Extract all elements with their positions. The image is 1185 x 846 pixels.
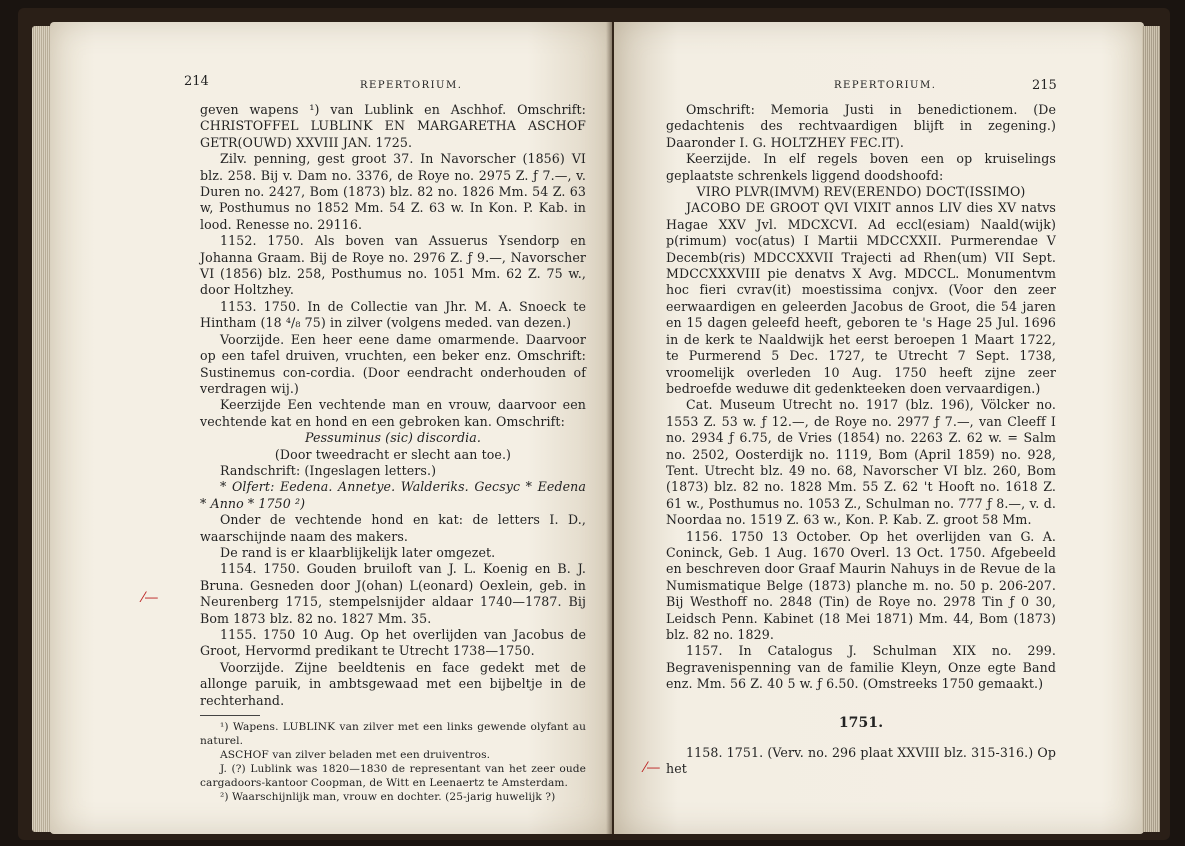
- paragraph: 1152. 1750. Als boven van Assuerus Ysendorp en Johanna Graam. Bij de Roye no. 2976 Z. ƒ 9.—, Navorscher VI (1856) blz. 258, Posthumus no. 1051 Mm. 62 Z. 75 w., door Holtzhey.: [200, 233, 586, 298]
- footnote: ²) Waarschijnlijk man, vrouw en dochter. (25-jarig huwelijk ?): [220, 791, 556, 804]
- paragraph: 1153. 1750. In de Collectie van Jhr. M. A. Snoeck te Hintham (18 ⁴/₈ 75) in zilver (volgens meded. van dezen.): [200, 298, 586, 331]
- paragraph: 1156. 1750 13 October. Op het overlijden van G. A. Coninck, Geb. 1 Aug. 1670 Overl. 13 Oct. 1750. Afgebeeld en beschreven door Graaf Maurin Nahuys in de Revue de la Numismatique Belge (1873) planche m. no. 50 p. 206-207. Bij Westhoff no. 2848 (Tin) de Roye no. 2978 Tin ƒ 0 30, Leidsch Penn. Kabinet (18 Mei 1871) Mm. 44, Bom (1873) blz. 82 no. 1829.: [666, 528, 1056, 642]
- red-pencil-mark: ⁄—: [142, 590, 159, 606]
- paragraph: geven wapens ¹) van Lublink en Aschhof. Omschrift: CHRISTOFFEL LUBLINK EN MARGARETHA ASCHOF GETR(OUWD) XXVIII JAN. 1725.: [200, 102, 586, 150]
- motto-dutch: (Door tweedracht er slecht aan toe.): [274, 446, 512, 462]
- running-head-right: REPERTORIUM.: [834, 80, 937, 91]
- page-number-right: 215: [1032, 78, 1057, 93]
- paragraph: Cat. Museum Utrecht no. 1917 (blz. 196), Völcker no. 1553 Z. 53 w. ƒ 12.—, de Roye no. 2977 ƒ 7.—, van Cleeff I no. 2934 ƒ 6.75, de Vries (1854) no. 2263 Z. 62 w. = Salm no. 2502, Oosterdijk no. 1119, Bom (April 1859) no. 928, Tent. Utrecht blz. 49 no. 68, Navorscher VI blz. 260, Bom (1873) blz. 82 no. 1828 Mm. 55 Z. 62 't Hooft no. 1618 Z. 61 w., Posthumus no. 1053 Z., Schulman no. 777 ƒ 8.—, v. d. Noordaa no. 1519 Z. 63 w., Kon. P. Kab. Z. groot 58 Mm.: [666, 397, 1056, 528]
- open-book: [18, 8, 1170, 840]
- paragraph: 1157. In Catalogus J. Schulman XIX no. 299. Begravenispenning van de familie Kleyn, Onze egte Band enz. Mm. 56 Z. 40 5 w. ƒ 6.50. (Omstreeks 1750 gemaakt.): [666, 643, 1056, 692]
- page-number-left: 214: [184, 74, 209, 89]
- right-text-block: [666, 102, 1056, 778]
- paragraph: Keerzijde. In elf regels boven een op kruiselings geplaatste schrenkels liggend doodshoofd:: [666, 151, 1056, 183]
- paragraph: 1154. 1750. Gouden bruiloft van J. L. Koenig en B. J. Bruna. Gesneden door J(ohan) L(eonard) Oexlein, geb. in Neurenberg 1715, stempelsnijder aldaar 1740—1787. Bij Bom 1873 blz. 82 no. 1827 Mm. 35.: [200, 561, 586, 626]
- running-head-left: REPERTORIUM.: [360, 80, 463, 91]
- paragraph: Omschrift: Memoria Justi in benedictionem. (De gedachtenis des rechtvaardigen blijft in zegening.) Daaronder I. G. HOLTZHEY FEC.IT).: [666, 102, 1056, 150]
- footnote-rule: [200, 715, 260, 716]
- paragraph: 1155. 1750 10 Aug. Op het overlijden van Jacobus de Groot, Hervormd predikant te Utrecht 1738—1750.: [200, 627, 586, 659]
- paragraph: Voorzijde. Zijne beeldtenis en face gedekt met de allonge paruik, in ambtsgewaad met een bijbeltje in de rechterhand.: [200, 659, 586, 708]
- left-text-block: [200, 102, 586, 804]
- left-page: [50, 22, 612, 834]
- paragraph: * Olfert: Eedena. Annetye. Walderiks. Gecsyc * Eedena * Anno * 1750 ²): [200, 479, 586, 511]
- paragraph: De rand is er klaarblijkelijk later omgezet.: [220, 544, 496, 560]
- year-heading: 1751.: [838, 714, 884, 731]
- paragraph: Keerzijde Een vechtende man en vrouw, daarvoor een vechtende kat en hond en een gebroken kan. Omschrift:: [200, 397, 586, 429]
- motto-latin: Pessuminus (sic) discordia.: [305, 430, 481, 446]
- footnote: J. (?) Lublink was 1820—1830 de representant van het zeer oude cargadoors-kantoor Coopman, de Witt en Leenaertz te Amsterdam.: [200, 763, 586, 790]
- paragraph: Onder de vechtende hond en kat: de letters I. D., waarschijnde naam des makers.: [200, 512, 586, 544]
- inscription-head: VIRO PLVR(IMVM) REV(ERENDO) DOCT(ISSIMO): [696, 184, 1026, 200]
- red-pencil-mark: ⁄—: [644, 760, 661, 776]
- paragraph: Voorzijde. Een heer eene dame omarmende. Daarvoor op een tafel druiven, vruchten, een beker enz. Omschrift: Sustinemus con-cordia. (Door eendracht onderhouden of verdragen wij.): [200, 331, 586, 396]
- paragraph: Zilv. penning, gest groot 37. In Navorscher (1856) VI blz. 258. Bij v. Dam no. 3376, de Roye no. 2975 Z. ƒ 7.—, v. Duren no. 2427, Bom (1873) blz. 82 no. 1826 Mm. 54 Z. 63 w, Posthumus no 1852 Mm. 54 Z. 63 w. In Kon. P. Kab. in lood. Renesse no. 29116.: [200, 151, 586, 232]
- footnote: ¹) Wapens. LUBLINK van zilver met een links gewende olyfant au naturel.: [200, 721, 586, 748]
- page-edges-right: [1142, 26, 1160, 832]
- page-edges-left: [32, 26, 52, 832]
- right-page: [614, 22, 1144, 834]
- paragraph: Randschrift: (Ingeslagen letters.): [220, 462, 437, 478]
- footnote: ASCHOF van zilver beladen met een druiventros.: [220, 749, 491, 762]
- paragraph: JACOBO DE GROOT QVI VIXIT annos LIV dies XV natvs Hagae XXV Jvl. MDCXCVI. Ad eccl(esiam) Naald(wijk) p(rimum) voc(atus) I Martii MDCCXXII. Purmerendae V Decemb(ris) MDCCXXVII Trajecti ad Rhen(um) VII Sept. MDCCXXXVIII pie denatvs X Avg. MDCCL. Monumentvm hoc fieri cvrav(it) moestissima conjvx. (Voor den zeer eerwaardigen en geleerden Jacobus de Groot, die 54 jaren en 15 dagen geleefd heeft, geboren te 's Hage 25 Jul. 1696 in de kerk te Naaldwijk het eerst beroepen 1 Maart 1722, te Purmerend 5 Dec. 1727, te Utrecht 7 Sept. 1738, vroomelijk overleden 10 Aug. 1750 heeft zijne zeer bedroefde weduwe dit gedenkteeken doen vervaardigen.): [666, 200, 1056, 396]
- paragraph: 1158. 1751. (Verv. no. 296 plaat XXVIII blz. 315-316.) Op het: [666, 745, 1056, 777]
